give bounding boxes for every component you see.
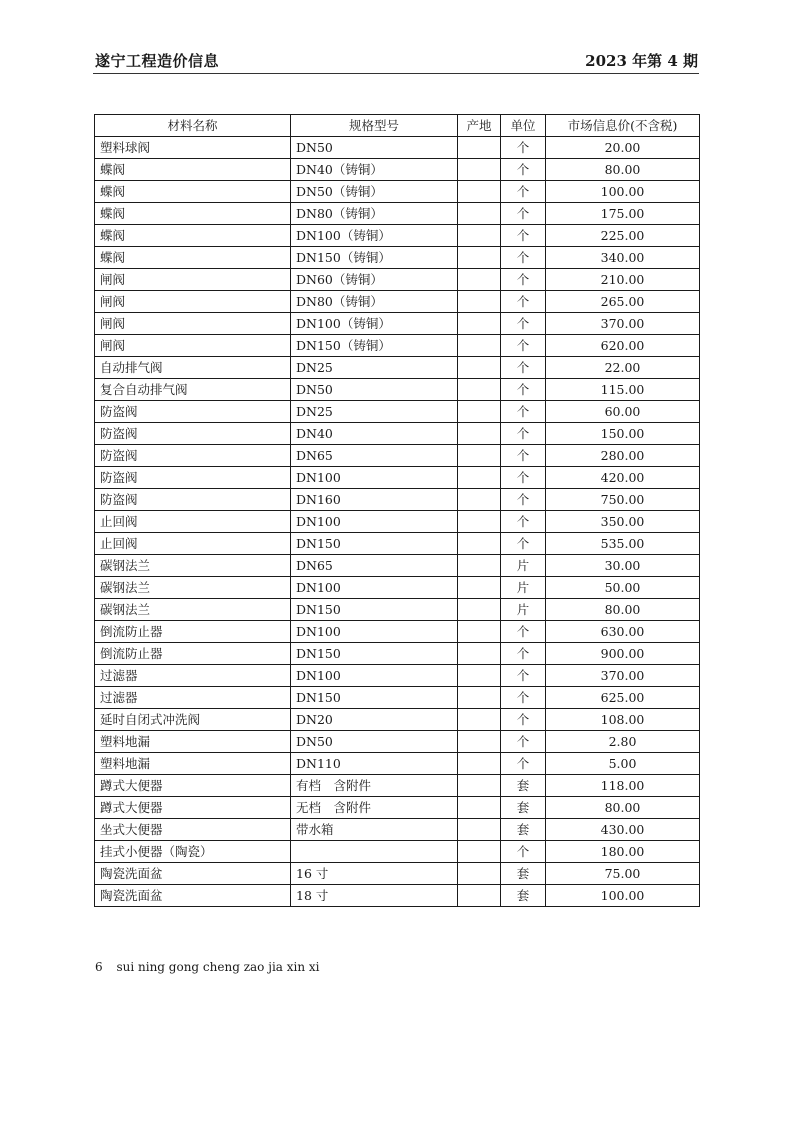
table-row [95,181,700,203]
cell-unit: 套 [501,863,546,885]
cell-spec: DN100 [291,577,458,599]
table-row [95,643,700,665]
cell-material-name: 碳钢法兰 [95,599,291,621]
table-row [95,753,700,775]
table-row [95,687,700,709]
cell-unit: 个 [501,401,546,423]
cell-spec: DN150 [291,533,458,555]
cell-unit: 个 [501,665,546,687]
cell-price: 420.00 [546,467,700,489]
cell-material-name: 蹲式大便器 [95,797,291,819]
cell-spec: DN100 [291,511,458,533]
cell-price: 370.00 [546,665,700,687]
cell-spec: 18 寸 [291,885,458,907]
cell-material-name: 蝶阀 [95,159,291,181]
table-row [95,533,700,555]
cell-unit: 个 [501,445,546,467]
cell-origin [458,225,501,247]
cell-spec: DN150（铸铜） [291,247,458,269]
cell-material-name: 蹲式大便器 [95,775,291,797]
table-row [95,731,700,753]
cell-price: 175.00 [546,203,700,225]
cell-origin [458,159,501,181]
cell-material-name: 塑料球阀 [95,137,291,159]
cell-origin [458,423,501,445]
cell-price: 280.00 [546,445,700,467]
cell-origin [458,269,501,291]
cell-price: 370.00 [546,313,700,335]
cell-spec: DN100 [291,621,458,643]
cell-unit: 个 [501,203,546,225]
cell-origin [458,467,501,489]
table-row [95,203,700,225]
cell-origin [458,203,501,225]
table-row [95,665,700,687]
table-row [95,379,700,401]
cell-origin [458,379,501,401]
cell-spec: DN50 [291,731,458,753]
table-row [95,709,700,731]
cell-unit: 套 [501,885,546,907]
cell-price: 118.00 [546,775,700,797]
table-row [95,863,700,885]
cell-origin [458,819,501,841]
cell-spec: DN65 [291,445,458,467]
cell-unit: 个 [501,247,546,269]
cell-material-name: 塑料地漏 [95,753,291,775]
cell-material-name: 塑料地漏 [95,731,291,753]
cell-material-name: 碳钢法兰 [95,577,291,599]
cell-material-name: 自动排气阀 [95,357,291,379]
cell-origin [458,445,501,467]
cell-material-name: 蝶阀 [95,247,291,269]
table-row [95,225,700,247]
cell-unit: 个 [501,423,546,445]
cell-unit: 个 [501,511,546,533]
cell-material-name: 过滤器 [95,687,291,709]
cell-price: 750.00 [546,489,700,511]
cell-unit: 个 [501,291,546,313]
cell-spec: 有档 含附件 [291,775,458,797]
table-row [95,401,700,423]
cell-spec: DN150（铸铜） [291,335,458,357]
cell-origin [458,753,501,775]
page-header [95,50,698,74]
table-row [95,841,700,863]
cell-price: 100.00 [546,181,700,203]
cell-price: 80.00 [546,599,700,621]
cell-origin [458,291,501,313]
page-footer [95,960,320,974]
table-row [95,819,700,841]
cell-material-name: 防盗阀 [95,467,291,489]
cell-origin [458,797,501,819]
table-row [95,577,700,599]
cell-price: 350.00 [546,511,700,533]
cell-material-name: 闸阀 [95,291,291,313]
cell-origin [458,599,501,621]
cell-unit: 个 [501,159,546,181]
cell-material-name: 过滤器 [95,665,291,687]
table-row [95,247,700,269]
cell-price: 180.00 [546,841,700,863]
cell-material-name: 挂式小便器（陶瓷） [95,841,291,863]
cell-material-name: 闸阀 [95,335,291,357]
cell-spec: DN150 [291,599,458,621]
cell-material-name: 陶瓷洗面盆 [95,863,291,885]
cell-origin [458,731,501,753]
cell-price: 80.00 [546,797,700,819]
cell-spec [291,841,458,863]
table-row [95,467,700,489]
column-header-unit: 单位 [501,115,546,137]
cell-price: 115.00 [546,379,700,401]
cell-material-name: 防盗阀 [95,401,291,423]
cell-spec: DN150 [291,687,458,709]
cell-price: 20.00 [546,137,700,159]
cell-unit: 套 [501,819,546,841]
cell-material-name: 止回阀 [95,533,291,555]
cell-unit: 个 [501,731,546,753]
table-row [95,555,700,577]
column-header-name: 材料名称 [95,115,291,137]
table-body [95,137,700,907]
cell-unit: 个 [501,753,546,775]
cell-price: 630.00 [546,621,700,643]
cell-unit: 套 [501,797,546,819]
publication-title: 遂宁工程造价信息 [95,52,220,70]
cell-unit: 个 [501,357,546,379]
table-row [95,423,700,445]
cell-spec: DN40（铸铜） [291,159,458,181]
table-row [95,775,700,797]
price-table [94,114,700,907]
cell-price: 60.00 [546,401,700,423]
cell-origin [458,665,501,687]
cell-origin [458,401,501,423]
cell-unit: 个 [501,137,546,159]
cell-origin [458,181,501,203]
cell-origin [458,533,501,555]
cell-material-name: 蝶阀 [95,181,291,203]
cell-material-name: 倒流防止器 [95,643,291,665]
cell-origin [458,621,501,643]
cell-material-name: 蝶阀 [95,203,291,225]
cell-unit: 个 [501,225,546,247]
table-row [95,445,700,467]
cell-price: 625.00 [546,687,700,709]
cell-spec: DN50 [291,137,458,159]
cell-unit: 个 [501,643,546,665]
cell-origin [458,863,501,885]
cell-spec: DN110 [291,753,458,775]
cell-origin [458,709,501,731]
cell-spec: DN100 [291,467,458,489]
cell-material-name: 止回阀 [95,511,291,533]
cell-price: 22.00 [546,357,700,379]
cell-spec: DN80（铸铜） [291,203,458,225]
cell-origin [458,357,501,379]
cell-material-name: 倒流防止器 [95,621,291,643]
cell-spec: 无档 含附件 [291,797,458,819]
cell-unit: 个 [501,621,546,643]
table-row [95,159,700,181]
cell-material-name: 延时自闭式冲洗阀 [95,709,291,731]
cell-price: 620.00 [546,335,700,357]
table-row [95,621,700,643]
cell-spec: DN100（铸铜） [291,313,458,335]
cell-origin [458,555,501,577]
cell-material-name: 陶瓷洗面盆 [95,885,291,907]
cell-unit: 个 [501,335,546,357]
cell-spec: 16 寸 [291,863,458,885]
cell-price: 225.00 [546,225,700,247]
cell-spec: DN160 [291,489,458,511]
column-header-spec: 规格型号 [291,115,458,137]
cell-price: 265.00 [546,291,700,313]
cell-price: 150.00 [546,423,700,445]
table-row [95,269,700,291]
cell-material-name: 坐式大便器 [95,819,291,841]
cell-unit: 个 [501,467,546,489]
table-row [95,291,700,313]
cell-spec: DN50 [291,379,458,401]
table-row [95,335,700,357]
cell-price: 50.00 [546,577,700,599]
cell-origin [458,489,501,511]
cell-origin [458,247,501,269]
cell-origin [458,643,501,665]
cell-unit: 片 [501,577,546,599]
table-row [95,599,700,621]
table-row [95,357,700,379]
cell-unit: 个 [501,269,546,291]
cell-price: 100.00 [546,885,700,907]
footer-text: sui ning gong cheng zao jia xin xi [116,960,320,974]
cell-price: 900.00 [546,643,700,665]
cell-price: 535.00 [546,533,700,555]
column-header-price: 市场信息价(不含税) [546,115,700,137]
cell-spec: DN100 [291,665,458,687]
cell-material-name: 闸阀 [95,313,291,335]
cell-material-name: 防盗阀 [95,445,291,467]
cell-origin [458,335,501,357]
cell-material-name: 闸阀 [95,269,291,291]
header-divider [93,73,699,74]
cell-price: 430.00 [546,819,700,841]
cell-price: 210.00 [546,269,700,291]
cell-unit: 个 [501,709,546,731]
cell-unit: 个 [501,533,546,555]
cell-origin [458,885,501,907]
cell-spec: DN40 [291,423,458,445]
column-header-origin: 产地 [458,115,501,137]
cell-spec: DN100（铸铜） [291,225,458,247]
cell-origin [458,841,501,863]
cell-spec: DN50（铸铜） [291,181,458,203]
cell-price: 80.00 [546,159,700,181]
table-row [95,137,700,159]
cell-origin [458,577,501,599]
cell-unit: 片 [501,555,546,577]
cell-unit: 个 [501,841,546,863]
cell-unit: 个 [501,313,546,335]
cell-spec: DN20 [291,709,458,731]
cell-spec: DN60（铸铜） [291,269,458,291]
cell-price: 5.00 [546,753,700,775]
cell-spec: 带水箱 [291,819,458,841]
page-number: 6 [95,960,103,974]
table-header-row [95,115,700,137]
cell-origin [458,313,501,335]
cell-origin [458,137,501,159]
cell-origin [458,511,501,533]
cell-spec: DN80（铸铜） [291,291,458,313]
table-row [95,511,700,533]
cell-unit: 个 [501,489,546,511]
cell-material-name: 碳钢法兰 [95,555,291,577]
cell-origin [458,775,501,797]
cell-unit: 片 [501,599,546,621]
cell-price: 340.00 [546,247,700,269]
cell-price: 2.80 [546,731,700,753]
cell-material-name: 防盗阀 [95,423,291,445]
cell-price: 75.00 [546,863,700,885]
cell-price: 108.00 [546,709,700,731]
table-row [95,313,700,335]
cell-spec: DN25 [291,401,458,423]
cell-price: 30.00 [546,555,700,577]
table-row [95,885,700,907]
cell-material-name: 蝶阀 [95,225,291,247]
cell-unit: 个 [501,181,546,203]
table-row [95,489,700,511]
cell-material-name: 复合自动排气阀 [95,379,291,401]
cell-unit: 个 [501,687,546,709]
issue-label: 2023 年第 4 期 [585,52,698,70]
table-row [95,797,700,819]
cell-origin [458,687,501,709]
cell-spec: DN65 [291,555,458,577]
cell-spec: DN150 [291,643,458,665]
cell-spec: DN25 [291,357,458,379]
cell-material-name: 防盗阀 [95,489,291,511]
cell-unit: 个 [501,379,546,401]
cell-unit: 套 [501,775,546,797]
